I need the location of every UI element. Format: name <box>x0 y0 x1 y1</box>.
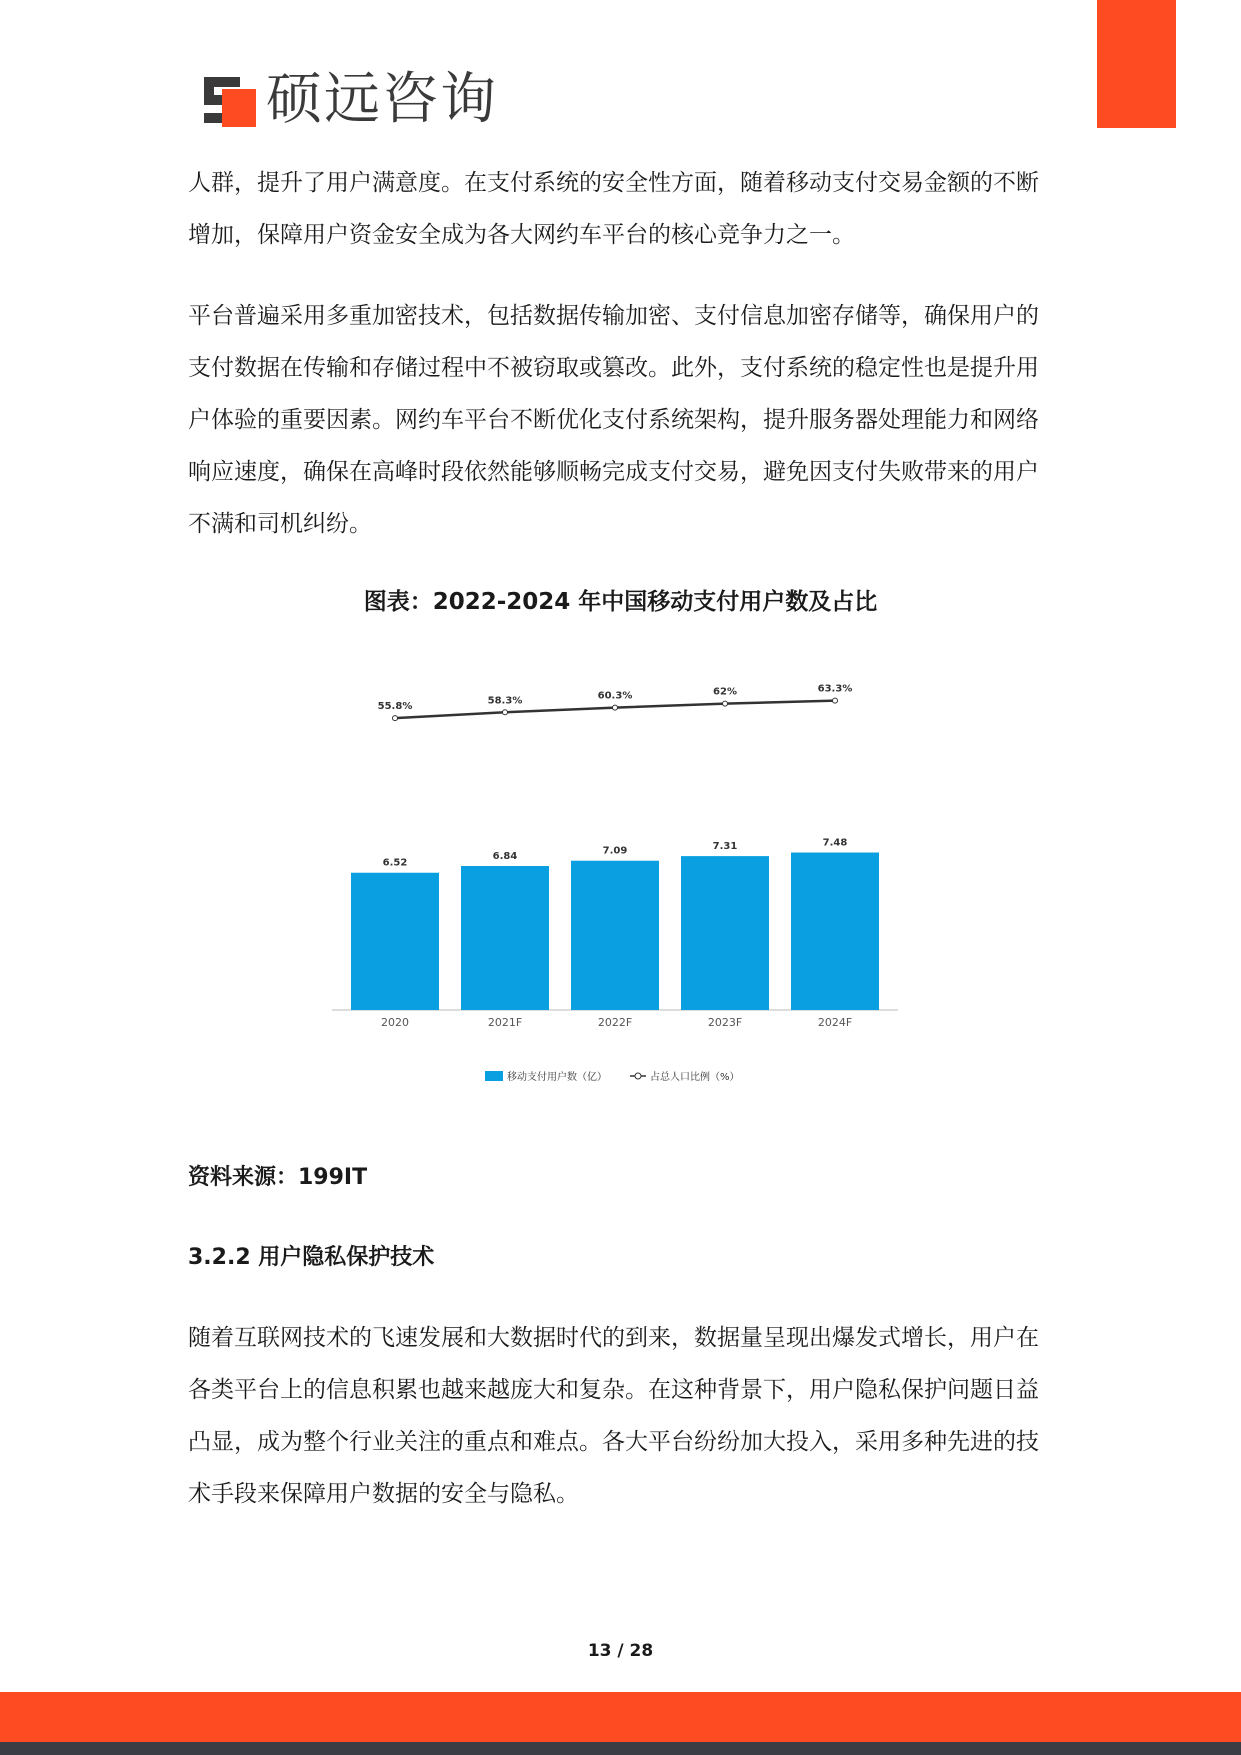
source-label: 资料来源：199IT <box>188 1165 368 1190</box>
legend-label: 占总人口比例（%） <box>650 1072 740 1083</box>
body-paragraph: 平台普遍采用多重加密技术，包括数据传输加密、支付信息加密存储等，确保用户的支付数据在传输和存储过程中不被窃取或篡改。此外，支付系统的稳定性也是提升用户体验的重要因素。网约车平台不断优化支付系统架构，提升服务器处理能力和网络响应速度，确保在高峰时段依然能够顺畅完成支付交易，避免因支付失败带来的用户不满和司机纠纷。 <box>188 303 1039 537</box>
logo-text: 硕远咨询 <box>266 67 498 132</box>
chart-title: 图表：2022-2024 年中国移动支付用户数及占比 <box>363 589 878 615</box>
bar <box>791 853 879 1010</box>
line-point <box>393 716 398 721</box>
line-value-label: 58.3% <box>487 695 523 707</box>
x-tick-label: 2022F <box>597 1016 633 1029</box>
bar <box>461 866 549 1010</box>
line-point <box>503 710 508 715</box>
bar <box>681 856 769 1010</box>
section-heading: 3.2.2 用户隐私保护技术 <box>188 1245 435 1270</box>
x-tick-label: 2020 <box>381 1016 409 1029</box>
legend-swatch-bar <box>485 1071 503 1081</box>
chart <box>330 670 920 1100</box>
line-point <box>833 698 838 703</box>
line-value-label: 55.8% <box>377 701 413 713</box>
bar-value-label: 7.31 <box>712 841 738 853</box>
legend-label: 移动支付用户数（亿） <box>507 1072 607 1083</box>
line-point <box>723 701 728 706</box>
body-paragraph: 随着互联网技术的飞速发展和大数据时代的到来，数据量呈现出爆发式增长，用户在各类平台上的信息积累也越来越庞大和复杂。在这种背景下，用户隐私保护问题日益凸显，成为整个行业关注的重点和难点。各大平台纷纷加大投入，采用多种先进的技术手段来保障用户数据的安全与隐私。 <box>188 1325 1039 1507</box>
legend-swatch-marker <box>635 1073 641 1079</box>
line-value-label: 60.3% <box>597 690 633 702</box>
corner-accent-block <box>1097 0 1176 128</box>
body-paragraph: 人群，提升了用户满意度。在支付系统的安全性方面，随着移动支付交易金额的不断增加，保障用户资金安全成为各大网约车平台的核心竞争力之一。 <box>188 170 1039 248</box>
bar <box>351 873 439 1010</box>
line-value-label: 63.3% <box>817 683 853 695</box>
logo-mark-icon <box>200 73 260 127</box>
line-value-label: 62% <box>713 686 737 698</box>
bar-value-label: 6.52 <box>382 857 408 869</box>
x-tick-label: 2023F <box>707 1016 743 1029</box>
page-number: 13 / 28 <box>587 1641 654 1661</box>
line-point <box>613 705 618 710</box>
logo <box>200 68 498 132</box>
bar-value-label: 7.09 <box>602 845 628 857</box>
x-tick-label: 2021F <box>487 1016 523 1029</box>
bar <box>571 861 659 1010</box>
footer-bar <box>0 1692 1241 1742</box>
bar-value-label: 6.84 <box>492 851 518 862</box>
x-tick-label: 2024F <box>817 1016 853 1029</box>
bar-value-label: 7.48 <box>822 837 848 849</box>
footer-stripe <box>0 1742 1241 1755</box>
